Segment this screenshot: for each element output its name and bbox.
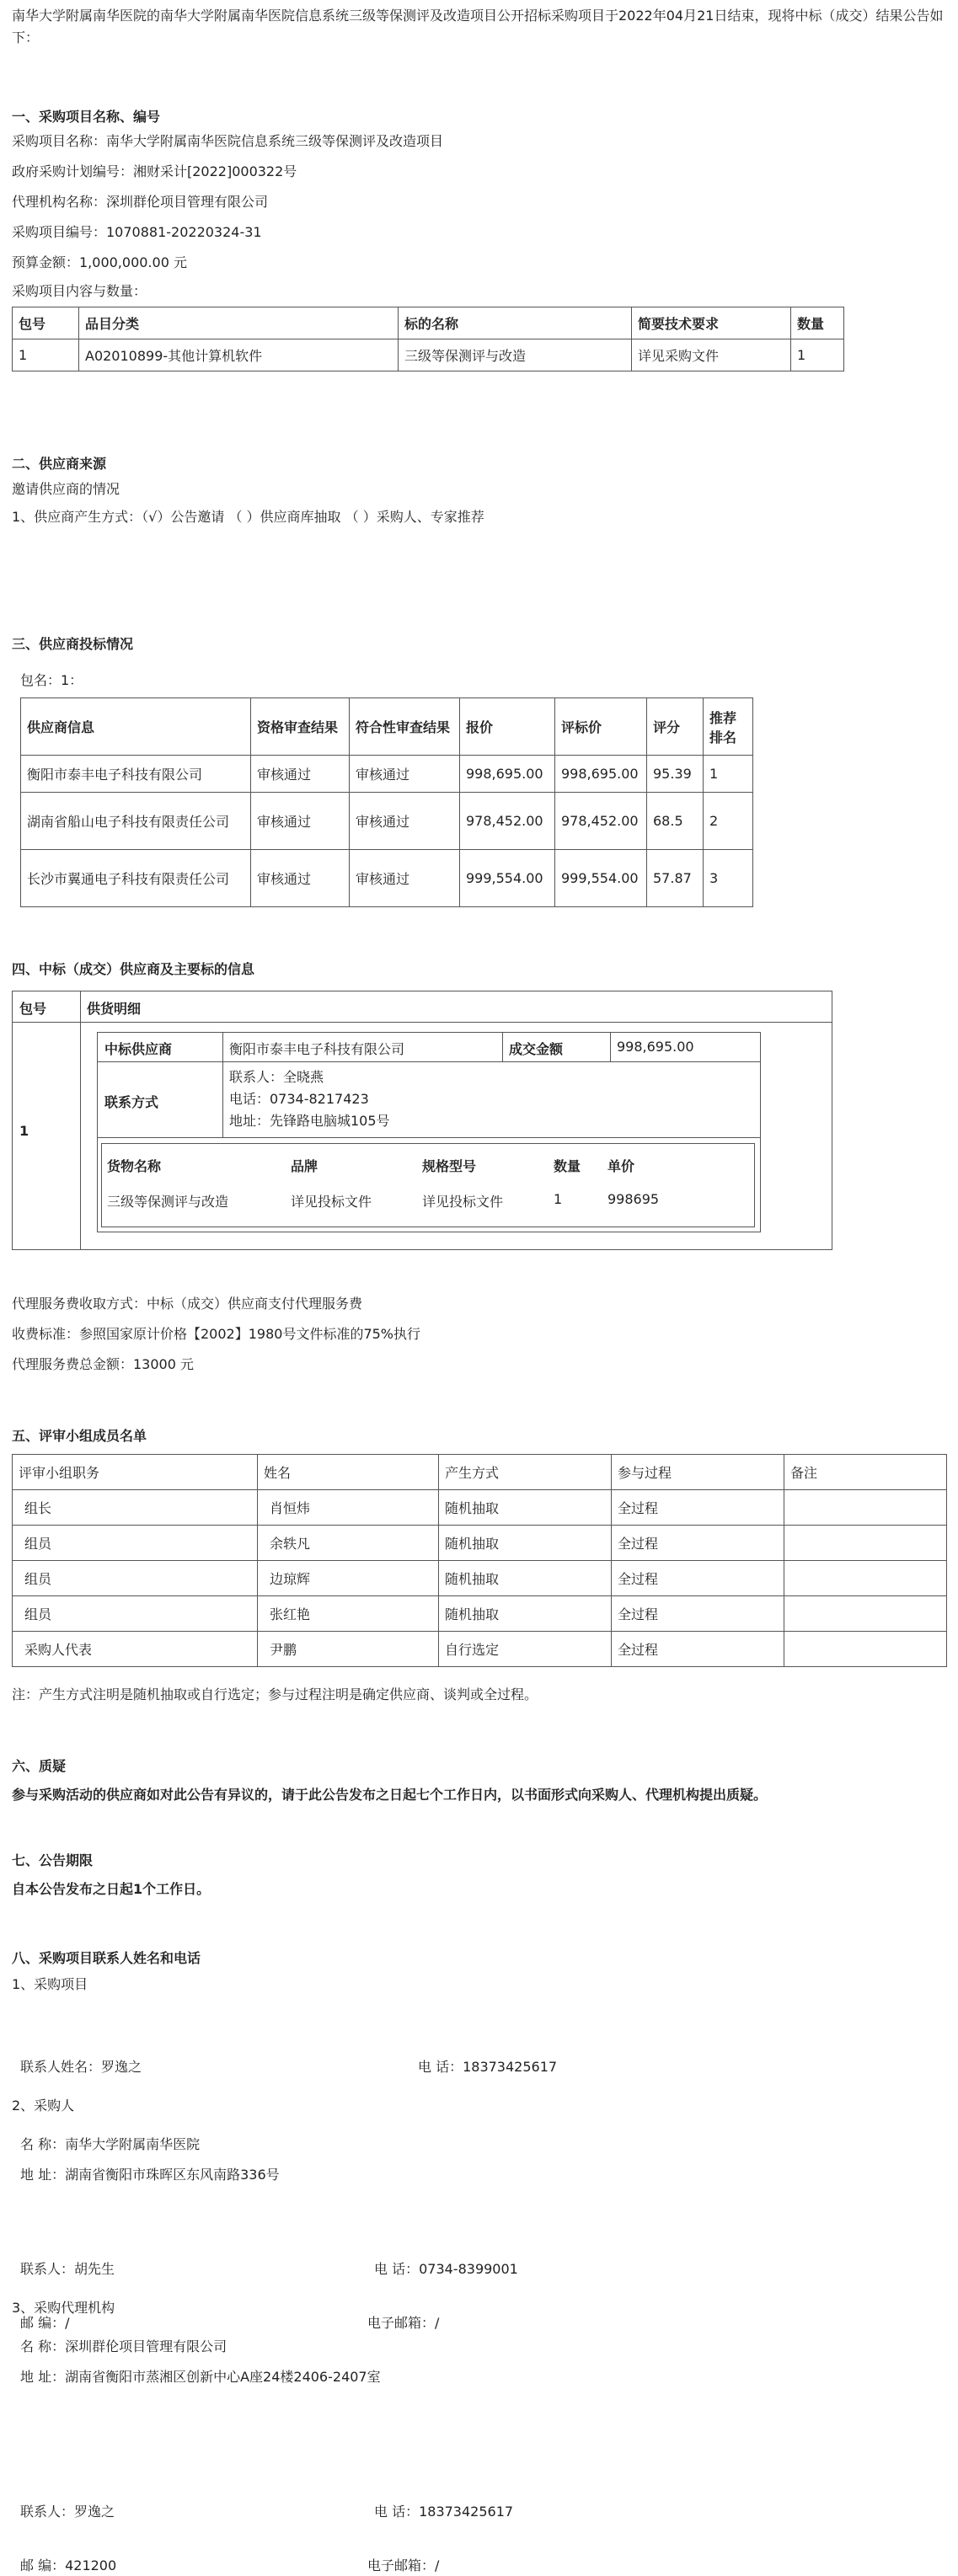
cell: 审核通过 — [251, 756, 350, 793]
section8-title: 八、采购项目联系人姓名和电话 — [12, 1950, 201, 1966]
col-name: 姓名 — [258, 1455, 439, 1490]
invite-line: 邀请供应商的情况 — [12, 481, 120, 497]
divider — [222, 1033, 223, 1137]
table-row — [13, 339, 844, 371]
table-row — [21, 793, 753, 850]
period-text: 自本公告发布之日起1个工作日。 — [12, 1881, 211, 1897]
divider — [502, 1033, 503, 1061]
winner-detail — [97, 1032, 761, 1232]
item-table — [12, 307, 844, 371]
col-compliance: 符合性审查结果 — [350, 698, 460, 756]
goods-cell: 三级等保测评与改造 — [107, 1194, 229, 1210]
cell: 组长 — [13, 1490, 258, 1526]
bid-table-header — [21, 698, 753, 756]
section2-title: 二、供应商来源 — [12, 456, 107, 472]
cell: 随机抽取 — [439, 1490, 612, 1526]
purchaser-address: 地 址：湖南省衡阳市珠晖区东风南路336号 — [20, 2167, 280, 2183]
cell: 审核通过 — [350, 756, 460, 793]
goods-table — [101, 1143, 755, 1227]
winner-box-divider — [80, 991, 81, 1249]
agent-zip-row — [20, 2556, 939, 2576]
cell: 边琼辉 — [258, 1561, 439, 1596]
intro-text: 南华大学附属南华医院的南华大学附属南华医院信息系统三级等保测评及改造项目公开招标采购项目于2022年04月21日结束，现将中标（成交）结果公告如下： — [12, 8, 944, 45]
goods-cell: 998695 — [607, 1191, 660, 1207]
goods-col-qty: 数量 — [554, 1158, 581, 1174]
cell: 随机抽取 — [439, 1561, 612, 1596]
cell: 全过程 — [612, 1632, 784, 1667]
col-tech: 简要技术要求 — [632, 307, 791, 339]
section7-title: 七、公告期限 — [12, 1852, 94, 1868]
cell — [784, 1490, 947, 1526]
contact3-title: 3、采购代理机构 — [12, 2300, 115, 2316]
complaint-text: 参与采购活动的供应商如对此公告有异议的，请于此公告发布之日起七个工作日内，以书面形式向采购人、代理机构提出质疑。 — [12, 1787, 768, 1803]
purchaser-zip: 邮 编：/ — [20, 2315, 70, 2331]
cell: 张红艳 — [258, 1596, 439, 1632]
agent-name: 名 称：深圳群伦项目管理有限公司 — [20, 2338, 227, 2354]
table-row — [13, 1526, 947, 1561]
cell: 95.39 — [647, 756, 704, 793]
cell: 采购人代表 — [13, 1632, 258, 1667]
purchaser-zip-row — [20, 2313, 939, 2333]
project-name: 采购项目名称：南华大学附属南华医院信息系统三级等保测评及改造项目 — [12, 133, 444, 149]
cell: 余轶凡 — [258, 1526, 439, 1561]
cell: 全过程 — [612, 1526, 784, 1561]
section4-title: 四、中标（成交）供应商及主要标的信息 — [12, 961, 255, 977]
agent-email: 电子邮箱：/ — [367, 2557, 440, 2573]
cell: 1 — [791, 339, 844, 371]
cell: 1 — [704, 756, 753, 793]
winner-detail-header: 供货明细 — [87, 1001, 142, 1017]
announcement-page — [12, 5, 947, 2573]
fee-method: 代理服务费收取方式：中标（成交）供应商支付代理服务费 — [12, 1296, 363, 1312]
cell: 3 — [704, 850, 753, 907]
table-row — [13, 1490, 947, 1526]
contact1-title: 1、采购项目 — [12, 1976, 88, 1992]
agency-name: 代理机构名称：深圳群伦项目管理有限公司 — [12, 194, 269, 210]
cell: 随机抽取 — [439, 1596, 612, 1632]
fee-standard: 收费标准：参照国家原计价格【2002】1980号文件标准的75%执行 — [12, 1326, 421, 1342]
budget-amount: 预算金额：1,000,000.00 元 — [12, 254, 187, 270]
item-table-header — [13, 307, 844, 339]
cell: 978,452.00 — [460, 793, 555, 850]
col-qualification: 资格审查结果 — [251, 698, 350, 756]
winner-box — [12, 991, 832, 1250]
panel-table — [12, 1454, 947, 1667]
purchaser-name: 名 称：南华大学附属南华医院 — [20, 2136, 201, 2152]
goods-col-brand: 品牌 — [291, 1158, 318, 1174]
section6-title: 六、质疑 — [12, 1758, 67, 1774]
contact-address: 地址：先锋路电脑城105号 — [229, 1113, 390, 1129]
goods-cell: 详见投标文件 — [422, 1194, 504, 1210]
col-category: 品目分类 — [79, 307, 399, 339]
contact1-phone: 电 话：18373425617 — [418, 2059, 558, 2075]
col-process: 参与过程 — [612, 1455, 784, 1490]
col-score: 评分 — [647, 698, 704, 756]
divider — [610, 1033, 611, 1061]
package-label: 包名：1： — [20, 672, 83, 688]
cell: A02010899-其他计算机软件 — [79, 339, 399, 371]
contact-label: 联系方式 — [104, 1094, 159, 1110]
cell: 1 — [13, 339, 79, 371]
goods-col-model: 规格型号 — [422, 1158, 477, 1174]
winner-label: 中标供应商 — [104, 1041, 173, 1057]
col-role: 评审小组职务 — [13, 1455, 258, 1490]
cell: 978,452.00 — [555, 793, 647, 850]
cell: 三级等保测评与改造 — [399, 339, 632, 371]
goods-col-price: 单价 — [607, 1158, 635, 1174]
plan-number: 政府采购计划编号：湘财采计[2022]000322号 — [12, 163, 297, 179]
content-label: 采购项目内容与数量： — [12, 283, 147, 299]
winner-pkg-header: 包号 — [19, 1001, 47, 1017]
section1-title: 一、采购项目名称、编号 — [12, 109, 161, 125]
table-row — [13, 1561, 947, 1596]
cell: 衡阳市泰丰电子科技有限公司 — [21, 756, 251, 793]
goods-col-name: 货物名称 — [107, 1158, 162, 1174]
cell — [784, 1632, 947, 1667]
cell: 组员 — [13, 1596, 258, 1632]
cell: 长沙市翼通电子科技有限责任公司 — [21, 850, 251, 907]
contact-info — [229, 1066, 390, 1132]
contact1-row — [20, 2057, 939, 2077]
cell: 详见采购文件 — [632, 339, 791, 371]
cell: 999,554.00 — [555, 850, 647, 907]
cell: 尹鹏 — [258, 1632, 439, 1667]
cell: 审核通过 — [350, 850, 460, 907]
cell: 998,695.00 — [555, 756, 647, 793]
section5-title: 五、评审小组成员名单 — [12, 1428, 147, 1444]
contact-person: 联系人：全晓燕 — [229, 1069, 324, 1085]
agent-zip: 邮 编：421200 — [20, 2557, 117, 2573]
contact2-title: 2、采购人 — [12, 2098, 75, 2114]
purchaser-contact: 联系人：胡先生 — [20, 2261, 115, 2277]
cell: 组员 — [13, 1526, 258, 1561]
supplier-method: 1、供应商产生方式：（√）公告邀请 （ ）供应商库抽取 （ ）采购人、专家推荐 — [12, 509, 484, 525]
cell: 57.87 — [647, 850, 704, 907]
col-supplier: 供应商信息 — [21, 698, 251, 756]
panel-table-header — [13, 1455, 947, 1490]
cell: 肖恒炜 — [258, 1490, 439, 1526]
agent-phone: 电 话：18373425617 — [374, 2504, 514, 2520]
col-remark: 备注 — [784, 1455, 947, 1490]
col-qty: 数量 — [791, 307, 844, 339]
winner-name: 衡阳市泰丰电子科技有限公司 — [229, 1041, 405, 1057]
cell — [784, 1596, 947, 1632]
col-rank: 推荐排名 — [704, 698, 753, 756]
cell — [784, 1561, 947, 1596]
goods-cell: 1 — [554, 1191, 563, 1207]
cell: 998,695.00 — [460, 756, 555, 793]
col-price: 报价 — [460, 698, 555, 756]
cell: 2 — [704, 793, 753, 850]
table-row — [13, 1632, 947, 1667]
purchaser-email: 电子邮箱：/ — [367, 2315, 440, 2331]
col-subject: 标的名称 — [399, 307, 632, 339]
cell: 999,554.00 — [460, 850, 555, 907]
table-row — [21, 850, 753, 907]
cell: 湖南省船山电子科技有限责任公司 — [21, 793, 251, 850]
project-code: 采购项目编号：1070881-20220324-31 — [12, 224, 262, 240]
col-pkg: 包号 — [13, 307, 79, 339]
purchaser-contact-row — [20, 2259, 939, 2279]
cell: 审核通过 — [350, 793, 460, 850]
cell: 审核通过 — [251, 850, 350, 907]
amount-value: 998,695.00 — [617, 1039, 694, 1055]
cell: 随机抽取 — [439, 1526, 612, 1561]
cell: 68.5 — [647, 793, 704, 850]
cell: 全过程 — [612, 1490, 784, 1526]
agent-contact-row — [20, 2502, 939, 2522]
cell: 全过程 — [612, 1561, 784, 1596]
fee-total: 代理服务费总金额：13000 元 — [12, 1356, 194, 1372]
purchaser-phone: 电 话：0734-8399001 — [374, 2261, 518, 2277]
goods-area — [98, 1138, 760, 1232]
table-row — [13, 1596, 947, 1632]
cell: 全过程 — [612, 1596, 784, 1632]
agent-contact: 联系人：罗逸之 — [20, 2504, 115, 2520]
col-method: 产生方式 — [439, 1455, 612, 1490]
agent-address: 地 址：湖南省衡阳市蒸湘区创新中心A座24楼2406-2407室 — [20, 2369, 381, 2385]
bid-table — [20, 697, 753, 907]
col-eval-price: 评标价 — [555, 698, 647, 756]
goods-cell: 详见投标文件 — [291, 1194, 372, 1210]
table-row — [21, 756, 753, 793]
section3-title: 三、供应商投标情况 — [12, 636, 134, 652]
amount-label: 成交金额 — [509, 1041, 564, 1057]
contact1-person: 联系人姓名：罗逸之 — [20, 2059, 142, 2075]
cell: 组员 — [13, 1561, 258, 1596]
cell — [784, 1526, 947, 1561]
cell: 审核通过 — [251, 793, 350, 850]
cell: 自行选定 — [439, 1632, 612, 1667]
contact-phone: 电话：0734-8217423 — [229, 1091, 369, 1107]
winner-pkg-number: 1 — [19, 1123, 29, 1139]
panel-note: 注：产生方式注明是随机抽取或自行选定；参与过程注明是确定供应商、谈判或全过程。 — [12, 1686, 538, 1702]
